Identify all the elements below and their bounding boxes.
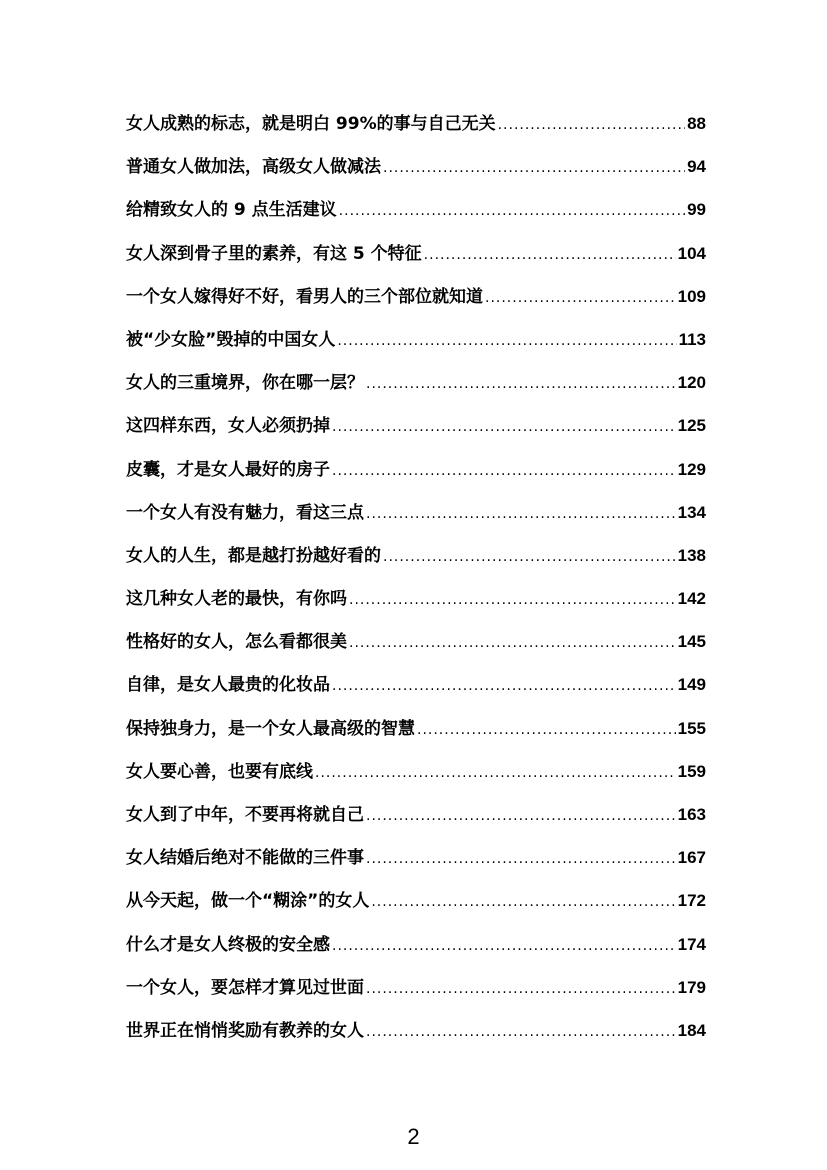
toc-entry-page: 94 [687,157,706,177]
toc-dot-leader [332,938,676,954]
toc-entry-title: 给精致女人的 9 点生活建议 [126,200,337,221]
toc-entry-page: 99 [687,200,706,220]
toc-entry-page: 125 [677,416,706,436]
toc-dot-leader [349,635,676,651]
toc-entry-page: 113 [678,329,706,349]
toc-entry-title: 自律，是女人最贵的化妆品 [126,675,330,696]
toc-entry-title: 世界正在悄悄奖励有教养的女人 [126,1020,364,1041]
toc-entry-title: 普通女人做加法，高级女人做减法 [126,157,381,178]
toc-dot-leader [337,333,676,349]
toc-entry-page: 129 [677,459,706,479]
toc-entry-title: 女人深到骨子里的素养，有这 5 个特征 [126,243,422,264]
toc-entry[interactable] [126,411,706,454]
toc-entry[interactable] [126,368,706,411]
table-of-contents [126,109,706,1059]
toc-dot-leader [383,160,685,176]
toc-entry[interactable] [126,627,706,670]
toc-dot-leader [383,549,676,565]
toc-entry[interactable] [126,930,706,973]
toc-entry-page: 142 [677,589,706,609]
page-number: 2 [407,1124,420,1149]
toc-dot-leader [339,203,685,219]
toc-dot-leader [366,506,676,522]
toc-entry-title: 从今天起，做一个“糊涂”的女人 [126,891,370,912]
toc-entry-page: 149 [677,675,706,695]
toc-dot-leader [366,1024,676,1040]
toc-entry-title: 性格好的女人，怎么看都很美 [126,632,347,653]
toc-dot-leader [349,592,676,608]
toc-entry[interactable] [126,282,706,325]
toc-entry[interactable] [126,325,706,368]
toc-entry[interactable] [126,757,706,800]
toc-entry[interactable] [126,455,706,498]
toc-entry-title: 保持独身力，是一个女人最高级的智慧 [126,718,415,739]
toc-entry-page: 104 [677,243,706,263]
toc-entry[interactable] [126,498,706,541]
toc-entry[interactable] [126,670,706,713]
toc-entry-page: 145 [677,632,706,652]
toc-dot-leader [371,894,675,910]
toc-entry-title: 女人结婚后绝对不能做的三件事 [126,848,364,869]
toc-entry[interactable] [126,973,706,1016]
toc-entry-title: 女人要心善，也要有底线 [126,761,313,782]
toc-entry-page: 155 [677,718,706,738]
toc-entry[interactable] [126,1016,706,1059]
toc-entry[interactable] [126,584,706,627]
toc-entry[interactable] [126,843,706,886]
toc-dot-leader [332,678,676,694]
toc-entry-page: 184 [677,1020,706,1040]
toc-entry-title: 女人的人生，都是越打扮越好看的 [126,545,381,566]
toc-dot-leader [366,851,676,867]
toc-entry-title: 被“少女脸”毁掉的中国女人 [126,329,336,350]
toc-entry[interactable] [126,886,706,929]
toc-dot-leader [332,463,676,479]
toc-entry-page: 88 [687,114,706,133]
toc-entry-title: 一个女人嫁得好不好，看男人的三个部位就知道 [126,286,483,307]
toc-entry-page: 138 [677,545,706,565]
toc-dot-leader [485,290,676,306]
toc-entry-page: 174 [677,934,706,954]
toc-dot-leader [498,117,685,133]
toc-entry[interactable] [126,152,706,195]
toc-entry[interactable] [126,541,706,584]
toc-dot-leader [315,765,676,781]
toc-entry[interactable] [126,714,706,757]
toc-entry[interactable] [126,195,706,238]
toc-entry-page: 172 [677,891,706,911]
toc-entry[interactable] [126,109,706,152]
toc-dot-leader [366,981,676,997]
toc-dot-leader [366,376,676,392]
toc-entry-page: 109 [677,286,706,306]
toc-dot-leader [424,247,676,263]
toc-entry-title: 一个女人，要怎样才算见过世面 [126,977,364,998]
toc-entry-page: 167 [677,848,706,868]
toc-entry-page: 179 [677,977,706,997]
toc-dot-leader [417,722,676,738]
toc-entry-title: 这几种女人老的最快，有你吗 [126,589,347,610]
toc-entry-page: 159 [677,761,706,781]
toc-entry[interactable] [126,800,706,843]
toc-entry-page: 163 [677,805,706,824]
toc-entry-title: 皮囊，才是女人最好的房子 [126,459,330,480]
toc-entry-title: 一个女人有没有魅力，看这三点 [126,502,364,523]
toc-entry-page: 134 [677,502,706,522]
toc-entry-title: 女人到了中年，不要再将就自己 [126,805,364,825]
toc-entry-page: 120 [677,373,706,393]
toc-entry-title: 女人成熟的标志，就是明白 99%的事与自己无关 [126,114,496,134]
toc-entry-title: 女人的三重境界，你在哪一层？ [126,373,364,394]
toc-entry-title: 这四样东西，女人必须扔掉 [126,416,330,437]
toc-entry-title: 什么才是女人终极的安全感 [126,934,330,955]
toc-dot-leader [366,808,676,824]
toc-dot-leader [332,419,676,435]
toc-entry[interactable] [126,239,706,282]
